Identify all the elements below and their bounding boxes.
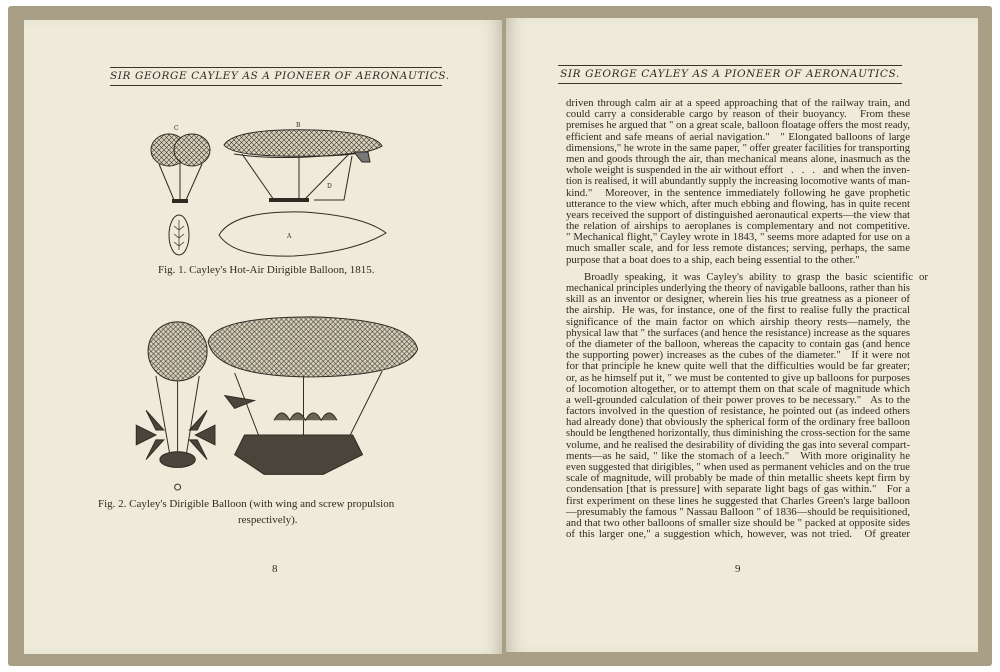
text-line-container <box>566 328 910 339</box>
body-text <box>566 97 928 541</box>
figure-1-illustration <box>124 120 424 260</box>
text-line-container <box>566 188 910 199</box>
text-line: even suggested that dirigibles, " when used as permanent vehicles and on the true <box>566 461 910 473</box>
text-line: Broadly speaking, it was Cayley's ability to grasp the basic scientific or <box>584 270 928 283</box>
fig1-front-view <box>151 134 210 255</box>
figure-2-caption-line1: Fig. 2. Cayley's Dirigible Balloon (with wing and screw propulsion <box>98 498 395 510</box>
page-number: 9 <box>735 563 741 575</box>
fig1-label-b: B <box>296 122 301 129</box>
text-line-container <box>566 120 910 131</box>
text-line: and that two other balloons of smaller size should be " packed at opposite sides <box>566 516 910 529</box>
text-line-container <box>566 529 910 540</box>
text-line: men and goods through the air, than mechanical means alone, inasmuch as the <box>566 152 910 165</box>
text-line: of the diameter of the balloon, whereas the capacity to contain gas (and hence <box>566 337 910 350</box>
text-line: skill as an inventor or designer, wherein lies his true greatness as a pioneer of <box>566 293 910 306</box>
text-line: scale of magnitude, will probably be made of thin metallic sheets kept firm by <box>566 472 910 485</box>
text-line: volume, and he realised the desirability of dividing the gas into several compart- <box>566 438 910 451</box>
paragraph-1 <box>566 98 910 266</box>
text-line: had already done) that obviously the spherical form of the ordinary free balloon <box>566 416 910 429</box>
text-line: —presumably the famous " Nassau Balloon " of 1836—should be requisitioned, <box>566 505 910 518</box>
text-line-container <box>566 176 910 187</box>
text-line: for that principle he knew quite well that the difficulties would be far greater; <box>566 360 910 373</box>
text-line: much smaller scale, and for less remote distances; serving, perhaps, the same <box>566 242 910 255</box>
text-line: years received the support of distinguished aeronautical experts—the view that <box>566 208 910 221</box>
text-line: the airship. He was, for instance, one of the first to realise fully the practical <box>566 304 910 317</box>
text-line-container <box>566 255 910 266</box>
text-line: the supporting power) increases as the cubes of the diameter." If it were not <box>566 349 910 362</box>
right-page <box>506 18 978 652</box>
text-line: the relation of airships to aeroplanes is complementary and not competitive. <box>566 220 910 233</box>
figure-2-illustration <box>124 312 424 494</box>
left-page <box>24 20 502 654</box>
text-line: whole weight is suspended in the air without effort . . . and when the inven- <box>566 164 910 177</box>
text-line: tion is realised, it will abundantly supply the increasing locomotive wants of man- <box>566 175 910 188</box>
text-line: condensation [that is pressure] with separate light bags of gas within." For a <box>566 483 910 496</box>
text-line: premises he argued that " on a great scale, balloon floatage offers the most ready, <box>566 119 910 132</box>
text-line: or, as he himself put it, " we must be contented to give up balloons for purposes <box>566 371 910 384</box>
text-line: physical law that " the surfaces (and hence the resistance) increase as the squares <box>566 326 910 339</box>
text-line-container <box>566 373 910 384</box>
text-line: " Mechanical flight," Cayley wrote in 1843, " seems more adapted for use on a <box>566 231 910 244</box>
text-line-container <box>566 507 910 518</box>
text-line: driven through calm air at a speed approaching that of the railway train, and <box>566 97 910 109</box>
text-line: ments—as he said, " like the stomach of a leech." With more originality he <box>566 449 910 462</box>
text-line: efficient and safe means of aerial navigation." " Elongated balloons of large <box>566 130 910 143</box>
paragraph-2 <box>566 270 928 541</box>
figure-1-caption: Fig. 1. Cayley's Hot-Air Dirigible Balloon, 1815. <box>158 264 375 276</box>
text-line-container <box>566 305 910 316</box>
text-line: first experiment on these lines he suggested that Charles Green's large balloon <box>566 494 910 507</box>
text-line: dimensions," he wrote in the same paper, " offer greater facilities for transporting <box>566 141 910 154</box>
text-line: could carry a considerable cargo by reason of their buoyancy. From these <box>566 108 910 121</box>
text-line-container <box>566 484 910 495</box>
fig1-label-a: A <box>287 233 292 240</box>
fig1-label-c: C <box>174 125 179 132</box>
text-line: of locomotion altogether, or to attempt them on that scale of magnitude which <box>566 382 910 395</box>
text-line: of this larger one," a suggestion which, however, was not tried. Of greater <box>566 528 910 541</box>
figure-2-caption-line2: respectively). <box>238 514 298 526</box>
text-line-container <box>566 283 910 294</box>
text-line-container <box>566 440 910 451</box>
fig1-label-d: D <box>327 183 332 190</box>
fig1-side-view <box>219 130 386 256</box>
text-line: a well-grounded calculation of their power proves to be necessary." As to the <box>566 393 910 406</box>
text-line-container <box>566 243 910 254</box>
running-head: SIR GEORGE CAYLEY AS A PIONEER OF AERONAUTICS. <box>558 65 902 84</box>
page-number: 8 <box>272 563 278 575</box>
text-line: utterance to the view which, after much ebbing and flowing, has in quite recent <box>566 197 910 210</box>
text-line: significance of the main factor on which airship theory rests—namely, the <box>566 315 910 328</box>
text-line-container <box>566 143 910 154</box>
text-line: kind." Moreover, in the sentence immediately following he gave prophetic <box>566 186 910 199</box>
text-line-container <box>566 462 910 473</box>
text-line: mechanical principles underlying the theory of navigable balloons, rather than his <box>566 282 910 294</box>
running-head: SIR GEORGE CAYLEY AS A PIONEER OF AERONAUTICS. <box>110 67 442 86</box>
text-line: factors involved in the question of resistance, he pointed out (as indeed others <box>566 405 910 418</box>
text-line: purpose that a boat does to a ship, each being essential to the other." <box>566 253 860 266</box>
text-line: should be lengthened horizontally, thus diminishing the cross-section for the same <box>566 427 910 440</box>
